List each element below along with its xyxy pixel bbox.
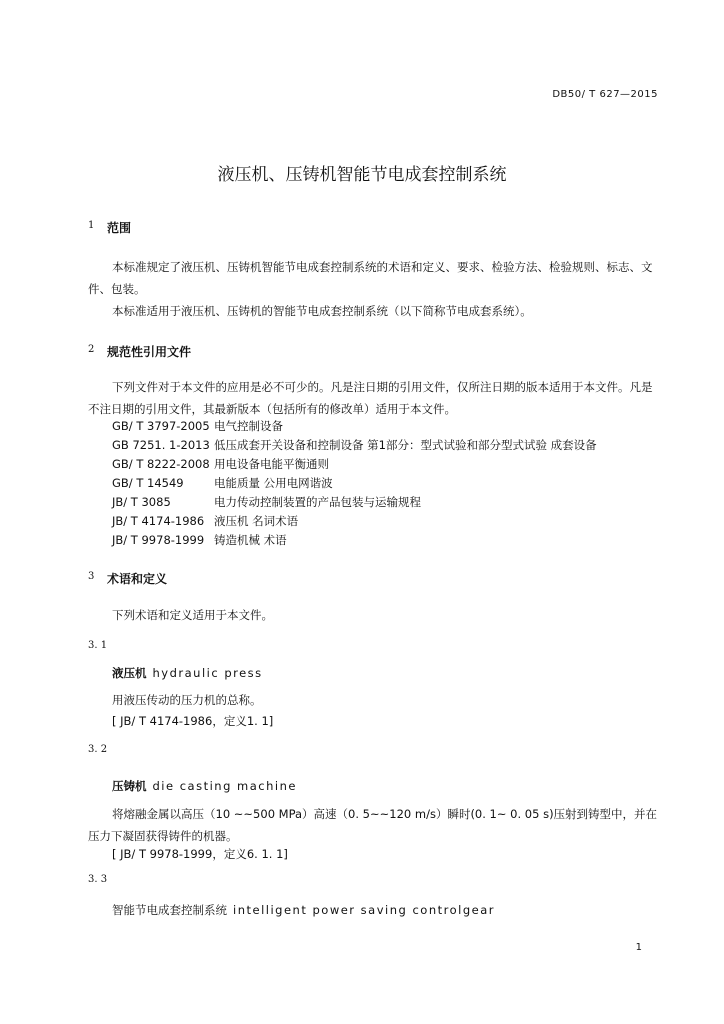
reference-code: GB/ T 8222-2008 [112,457,210,471]
references-intro [88,376,658,420]
reference-code: GB/ T 3797-2005 [112,419,210,433]
reference-item [112,437,597,453]
term-entry-hydraulic-press [112,665,263,681]
term-number: 3. 2 [88,744,108,755]
reference-code: JB/ T 3085 [112,495,171,509]
term-number: 3. 1 [88,640,108,651]
scope-text [88,256,658,322]
term-number: 3. 3 [88,874,108,885]
reference-item [112,418,283,434]
reference-item [112,475,333,491]
term-en: die casting machine [152,779,297,793]
reference-name: 电能质量 公用电网谐波 [214,476,333,490]
term-source: [ JB/ T 4174-1986，定义1. 1] [112,714,274,728]
section-title: 范围 [107,221,132,235]
scope-paragraph-2: 本标准适用于液压机、压铸机的智能节电成套控制系统（以下简称节电成套系统）。 [112,304,532,318]
reference-item [112,532,287,548]
reference-code: JB/ T 4174-1986 [112,514,205,528]
reference-name: 电力传动控制装置的产品包装与运输规程 [214,495,421,509]
section-number: 1 [88,220,95,231]
reference-code: GB 7251. 1-2013 [112,438,210,452]
section-title: 术语和定义 [107,572,168,586]
section-number: 2 [88,344,95,355]
reference-code: GB/ T 14549 [112,476,184,490]
section-number: 3 [88,571,95,582]
term-entry-intelligent-controlgear [112,902,495,918]
term-entry-die-casting-machine [112,778,297,794]
scope-paragraph-1: 本标准规定了液压机、压铸机智能节电成套控制系统的术语和定义、要求、检验方法、检验规则、标志、文件、包装。 [88,260,653,296]
term-definition: 用液压传动的压力机的总称。 [112,693,262,707]
section-title: 规范性引用文件 [107,345,192,359]
standard-code: DB50/ T 627—2015 [552,89,658,100]
term-source: [ JB/ T 9978-1999，定义6. 1. 1] [112,847,288,861]
term-cn: 液压机 [112,666,147,680]
references-intro-text: 下列文件对于本文件的应用是必不可少的。凡是注日期的引用文件，仅所注日期的版本适用于本文件。凡是不注日期的引用文件，其最新版本（包括所有的修改单）适用于本文件。 [88,380,653,416]
term-cn: 智能节电成套控制系统 [112,903,227,917]
document-title: 液压机、压铸机智能节电成套控制系统 [217,165,507,185]
term-definition-block [88,803,658,847]
terms-intro: 下列术语和定义适用于本文件。 [112,608,273,622]
reference-name: 铸造机械 术语 [214,533,287,547]
term-en: hydraulic press [152,666,263,680]
reference-item [112,513,298,529]
term-en: intelligent power saving controlgear [233,903,495,917]
reference-name: 电气控制设备 [214,419,283,433]
term-definition: 将熔融金属以高压（10 ~~500 MPa）高速（0. 5~~120 m/s）瞬时(0. 1~ 0. 05 s)压射到铸型中，并在压力下凝固获得铸件的机器。 [88,807,658,843]
page-number: 1 [635,942,642,953]
reference-code: JB/ T 9978-1999 [112,533,205,547]
reference-name: 低压成套开关设备和控制设备 第1部分：型式试验和部分型式试验 成套设备 [214,438,597,452]
reference-name: 用电设备电能平衡通则 [214,457,329,471]
reference-item [112,494,421,510]
term-cn: 压铸机 [112,779,147,793]
reference-name: 液压机 名词术语 [214,514,299,528]
reference-item [112,456,329,472]
